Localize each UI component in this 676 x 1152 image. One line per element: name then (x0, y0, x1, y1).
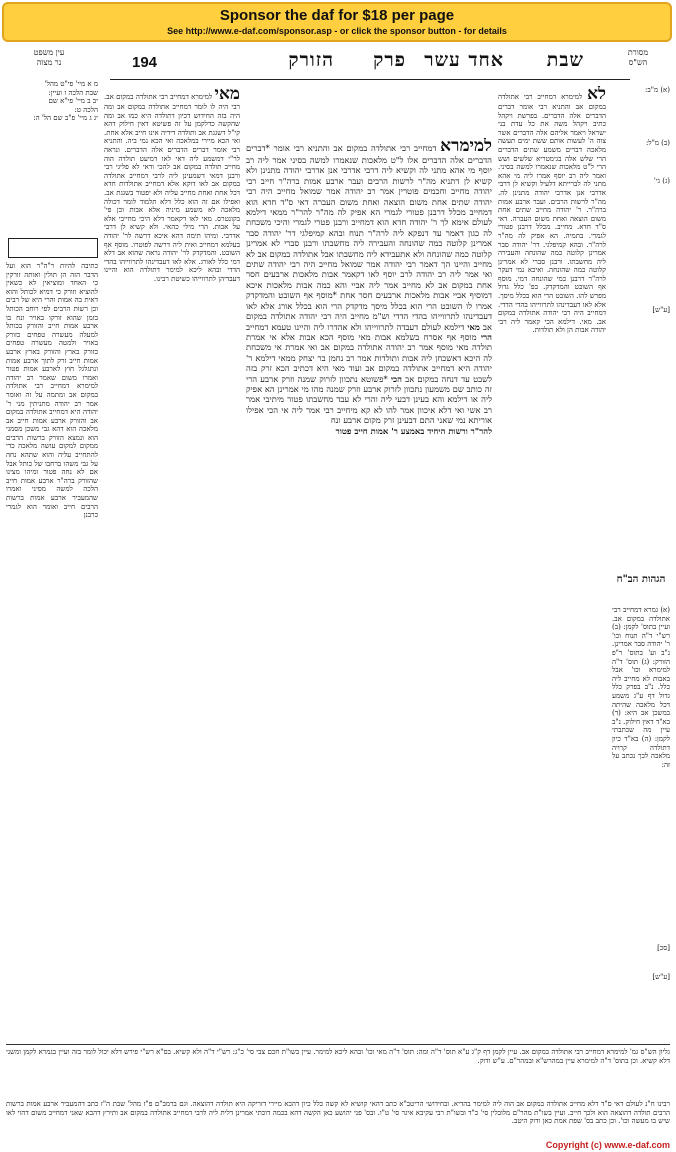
mesoret-title: מסורת (627, 48, 649, 57)
hagahot-habach-title: הגהות הב"ח (616, 574, 666, 585)
page-header (4, 46, 672, 80)
sponsor-subtitle[interactable]: See http://www.e-daf.com/sponsor.asp - or click the sponsor button - for details (167, 26, 507, 36)
gemara-opening-word: למימרא (440, 138, 492, 156)
ein-mishpat-line: הלכה ט: (74, 105, 98, 114)
rashi-text: למימרא דמחייב רבי אתולדה במקום אב והתניא רבי אומר דברים הדברים אלה הדברים. בפרשת ויקהל כתיב ויקהל משה את כל עדת בני ישראל ויאמר אליהם אלה הדברים אשר צוה ה' לעשות אותם ששת ימים תעשה מלאכה דברים משמע שתים הדברים הרי שלש אלה בגימטריא שלשים ושש הרי ל"ט מלאכות שנאמרו למשה בסיני. ואמר ליה רב יוסף אמרו ליה מי אהא מתני לה לברייתא דלעיל וקשיא לן דרבי אדרבי אנן אדרבי יהודה מתנינן לה. מה"ר לרשות הרבים. ועבר ארבע אמות ברה"ר. ר' יהודה מחייב שתים אחת משום הוצאה ואחת משום העברה. דאי ס"ד חדא. מחייב. מכלל דרבנן פטורי לגמרי. בתמיה. הא אפיק לה מה"ר לרה"ר. ובהא קמיפלגי. דר' יהודה סבר אמרינן קלוטה כמה שהונחה והעבירה ליה מחשבתו. ורבנן סברי לא אמרינן קלוטה כמה שהונחה. ואיכא נמי דעקר לרה"ר דרבנן כמי שהונחה דמי. מוסף אף השובט והמדקדק. בפ' כלל גדול מפרש להו. השובט הרי הוא בכלל מיסך. אלא לאו דעבדינהו לתרווייהו בהדי הדדי. דמחייב היה רבי יהודה אתולדה במקום אב. מאי. דילמא הכי קאמר ליה רבי יהודה אבות הן ולא תולדות. (498, 93, 606, 335)
ein-mishpat-subtitle: נר מצוה (36, 58, 62, 67)
page-number: 194 (132, 54, 158, 71)
mesoret-subtitle: הש"ס (628, 58, 648, 67)
rabbenu-chananel-text: כתיבה להיות ר"ה"ר הוא ועל הדבר הזה הן תולין ואותה זורקין כי האחד ומוציאין לא כשאין להוציא וזורק כי דמיא לכותל והוא דאית בה אמות והרי היא של רבים וכן רשות הרבים לפי רוחב הכותל בזמן שהוא זורקו באויר ונח בו ארבע אמות חייב והזורק בכותל למעלה מעשרה טפחים כזורק באויר ולמטה מעשרה טפחים כזורק בארץ והזורק בארץ ארבע אמות חייב זרק לתוך ארבע אמות ונתגלגל חוץ לארבע אמות פטור ואמרו משום שאמר רב יהודה למימרא דמחייב רבי אתולדה במקום אב ומתמה על זה ואומר אמר רב יהודה מתניתין מני ר' יהודה היא דמחייב אתולדה במקום אב והזורק ארבע אמות חייב אב מלאכה הוא דהא גבי משכן מסמני הוא ונמצא הזורק ברשות הרבים ממקום למקום עושה מלאכה כדי להתחייב עליה והוא שתהא נחה על גבי משהו ברחבו של כותל אבל אם לא נחה פטור ומיהו מצינו שהזורק ברה"ר ארבע אמות חייב הלכה למשה מסיני ואמרו שהמעביר ארבע אמות ברשות הרבים חייב ואומר הוא לגמרי כרבנן (6, 262, 98, 520)
tosafot-column (104, 86, 240, 1038)
tosafot-text: למימרא דמחייב רבי אתולדה במקום אב. רבי היה לו לומר דמחייב אתולדה במקום אב ומה היה בזה החידוש דכיון דתולדה היא כמו אב ומה שהקשה כדלקמן על זה פשיטא דאין חילוק דהא קי"ל דשגגת אב ותולדה דידיה אינו חייב אלא אחת. ואי הכא מיירי במלאכה ואי הכא נמי ביה. והתניא רבי אומר דברים הדברים אלה הדברים. ונראה לר"י דמשמע ליה דאי לאו דמיעט תולדה הוה מחייב תולדה במקום אב להכי ודאי לא פליגי רבי ורבנן דמאי דשמעינן ליה לרבי דמחייב אתולדה במקום אב לאו דוקא אלא דמחייב אתולדות חדא דכל אחת ואחת מחייב עליה ולא יפטור בשגגת אב. ואפילו אם זה הוא כלל דלא תלמוד לומר דכולה מלאכה לא משמע מיניה אלא אבות וכן פי' בקונטרס. מאי לאו דקאמר דלא היכי מחייבי אלא על אבות. הרי מילי כהאי. ולא קשיא לן דרבי אדרבי. ומיהו תימה דהא איכא דרשה לר' יהודה בעלמא דמחייב ואית ליה דרשה לפוטרו. מוסף אף השובט. והמדקדק לר' יהודה נראה שהוא אב דלא דמי כלל לאורג. אלא לאו דעבדינהו לתרווייהו בהדי הדדי ובהא ליכא למימר דתולדה הוא והיינו דעבדיהן לתרווייהו כשיטת רבינו. (104, 93, 240, 283)
gemara-closing: להר"ר ורשות היחיד באמצע ר' אמות חייב פטור (335, 425, 492, 436)
gemara-highlight-1: מאי (467, 321, 480, 332)
mesoret-markers-lower (612, 944, 670, 1044)
gemara-highlight-2: הרי (480, 331, 492, 342)
gilyon-hashas-text: גליון הש"ס גמ' למימרא דמחייב רבי אתולדה במקום אב. עיין לקמן דף ק"ג ע"א תוס' ד"ה ומה: תוס' ד"ה מאי וכו' ובהא ליכא למימר. עיין בשו"ת חכם צבי סי' כ"ג: רש"י ד"ה ולא קשיא. בס"א רש"י פירש דלא יכול לומר בזה ועיין בגמרא לקמן ומשני דלא קשיא. וכן בתוס' ד"ה למימרא עיין במהרש"א ובמהר"ם. ע"ש ודוק. (6, 1048, 670, 1065)
ein-mishpat-line: מ א מיי' פי"ט מהל' (44, 80, 98, 88)
mesoret-marker: [סכ] (657, 944, 670, 952)
mesoret-marker: (א) מ"ב: (645, 86, 670, 94)
ein-mishpat-line: יג ג מיי' פ"ב שם הל' ה: (33, 114, 98, 123)
sponsor-title[interactable]: Sponsor the daf for $18 per page (219, 7, 455, 24)
tractate-name: שבת (546, 49, 584, 71)
chapter-name: הזורק (288, 49, 334, 71)
lower-notes-text: רבינו ח"נ לעולם דאי ס"ד דלא מחייב אתולדה במקום אב הוה ליה למימר בהדיא. ובחידושי הריטב"א כתב דהאי קושיא לא קשה כלל כיון דהכא מיירי דזריקה היא תולדה דהוצאה. וגם ברמב"ם פ"ז מהל' שבת ה"ז כתב דהמעביר ארבע אמות ברשות הרבים תולדה דהוצאה הוא ולכך חייב. ועיין בשו"ת מהר"ם מלובלין סי' כ"ד ובשו"ת רבי עקיבא איגר סי' ט"ו. ובס' פני יהושע כאן הקשה דהא בכמה דוכתי אמרינן דלית ליה לרבי דמחייב אתולדה במקום אב ותירץ דהכא שאני דמחייב משום דהוי לאו שיש בו מעשה וכו'. וכן כתב בס' שפת אמת כאן ודוק היטב. (6, 1100, 670, 1126)
gemara-column (246, 138, 492, 870)
rashi-column (498, 86, 606, 1038)
ein-mishpat-line: שבת הלכה ז ועיין: (48, 88, 98, 97)
mesoret-hashas-header (610, 48, 666, 68)
ein-mishpat-title: עין משפט (33, 48, 65, 57)
talmud-page (4, 46, 672, 1148)
gemara-text: *דברים הדברים אלה הדברים אלו ל"ט מלאכות שנאמרו למשה בסיני אמר ליה רב יוסף מי אהא מתני לה וקשיא ליה דרבי אדרבי אנן אדרבי יהודה מתנינן ולא קשיא לן דתניא מה"ר לרשות הרבים ועבר ארבע אמות ברה"ר חייב רבי יהודה מחייב וחכמים פוטרין אמר רב יהודה אמר שמואל מחייב היה רבי יהודה שתים אחת משום הוצאה ואחת משום העברה דאי ס"ד חדא הוא דמחייב מכלל דרבנן פטורי לגמרי הא אפיק לה מה"ר להר"ר ממאי דילמא לעולם אימא לך ר' יהודה חדא הוא דמחייב ורבנן פטרי לגמרי והיכי משכחת לה כגון דאמר עד דנפקא ליה לרה"ר תנוח ובהא קמיפלגי דר' יהודה סבר אמרינן קלוטה כמה שהונחה והעבירה ליה מחשבתו ורבנן סברי לא אמרינן קלוטה כמה שהונחה ולא אתעבידא ליה מחשבתו אבל אתולדה במקום אב לא מחייב והיינו הך דאמר רבי יהודה אמר שמואל מחייב היה רבי יהודה שתים ואי אמר ליה רב יהודה לרב יוסף לאו דקאמר אבות מלאכות ארבעים חסר אחת במקום אב לא מחייב אמר ליה אביי והא כמה אבות מלאכות איכא דמוסיף אביי אבות מלאכות ארבעים חסר אחת *מוסף אף השובט והמדקדק אמרו לו השובט הרי הוא בכלל מיסך מדקדק הרי הוא בכלל אורג אלא לאו דעבדינהו לתרווייהו בהדי הדדי וש"מ מחייב היה רבי יהודה אתולדה במקום אב (246, 143, 492, 332)
gemara-text-4: *פשוטא נתכוון לזרוק שמנה וזרק ארבע הרי זה כותב שם משמעון נתכוון לזרוק ארבע וזרק שמנה מהו מי אמרינן הא אפיק ליה או דילמא והא בעינן דבעי ליה והרי לא עבד מחשבתו פטור מיתיבי אמר רב אשי ואי דלא איכוון אמר להו לא קא מיחייב רבי אמר ליה אי הכי אפילו אוריתא נמי שאני התם דבעינן זרק מקום ארבע ונח (246, 373, 492, 426)
gemara-text-3: מוסף אף אסרח בשלמא אבות מאי מוסף הכא אבות אלא אי אמרת תולדה מאי מוסף אמר רב יהודה אתולדה במקום אב ואי אמרת אי משכחת לה היכא דאשכחן ליה אבות ותולדות אמר רב נחמן בר יצחק ממאי דילמא ר' יהודה היא דמחייב אתולדה במקום אב ועוד מאי היא דכתיב הכא זרק בזה לשבט עד דנחה במקום אב (246, 331, 492, 384)
bottom-divider (6, 1044, 670, 1045)
ein-mishpat-line: יב ב מיי' פי"א שם (48, 97, 98, 106)
copyright-notice: Copyright (c) www.e-daf.com (545, 1140, 670, 1150)
mesoret-marker: (ב) מ"ל: (645, 138, 670, 147)
rashi-opening-word: לא (587, 86, 606, 104)
mesoret-markers-column (612, 86, 670, 566)
gemara-highlight-3: הכי (390, 373, 402, 384)
header-rule (110, 79, 630, 80)
sponsor-banner[interactable] (2, 2, 672, 42)
hagahot-habach-text: (א) גמרא דמחייב רבי אתולדה במקום אב. ועיין בתוס' לקמן: (ב) רש"י ד"ה תנוח וכו' ר' יהודה סבר אמרינן. נ"ב וע' בתוס' ר"פ הזורק: (ג) תוס' ד"ה למימרא וכו' אבל באבות לא מחייב ליה כלל. נ"ב בפרק כלל גדול דף ע"ג משמע דכל מלאכה שהיתה במשכן אב היא: (ד) בא"ד דאין חילוק. נ"ב עיין מה שכתבתי לקמן: (ה) בא"ד כיון דתולדה קרויה מלאכה לכך נכתב על זה: (612, 606, 670, 769)
rabbenu-chananel-title-box (8, 238, 98, 258)
mesoret-marker: [ע"ש] (652, 972, 670, 981)
mesoret-marker: (ג) גי' (653, 177, 670, 186)
mesoret-marker: [ע"ש] (652, 305, 670, 314)
gemara-text-2: דילמא לעולם דעבדה לתרווייהו ולא אהדרו ליה והיינו טעמא דמחייב (246, 321, 465, 332)
perek-number: אחד עשר (424, 49, 504, 71)
gemara-line1: דמחייב רבי אתולדה במקום אב והתניא רבי אומר (273, 143, 437, 153)
tosafot-opening-word: מאי (214, 86, 240, 104)
perek-label: פרק (373, 49, 406, 71)
ein-mishpat-header (6, 48, 92, 68)
